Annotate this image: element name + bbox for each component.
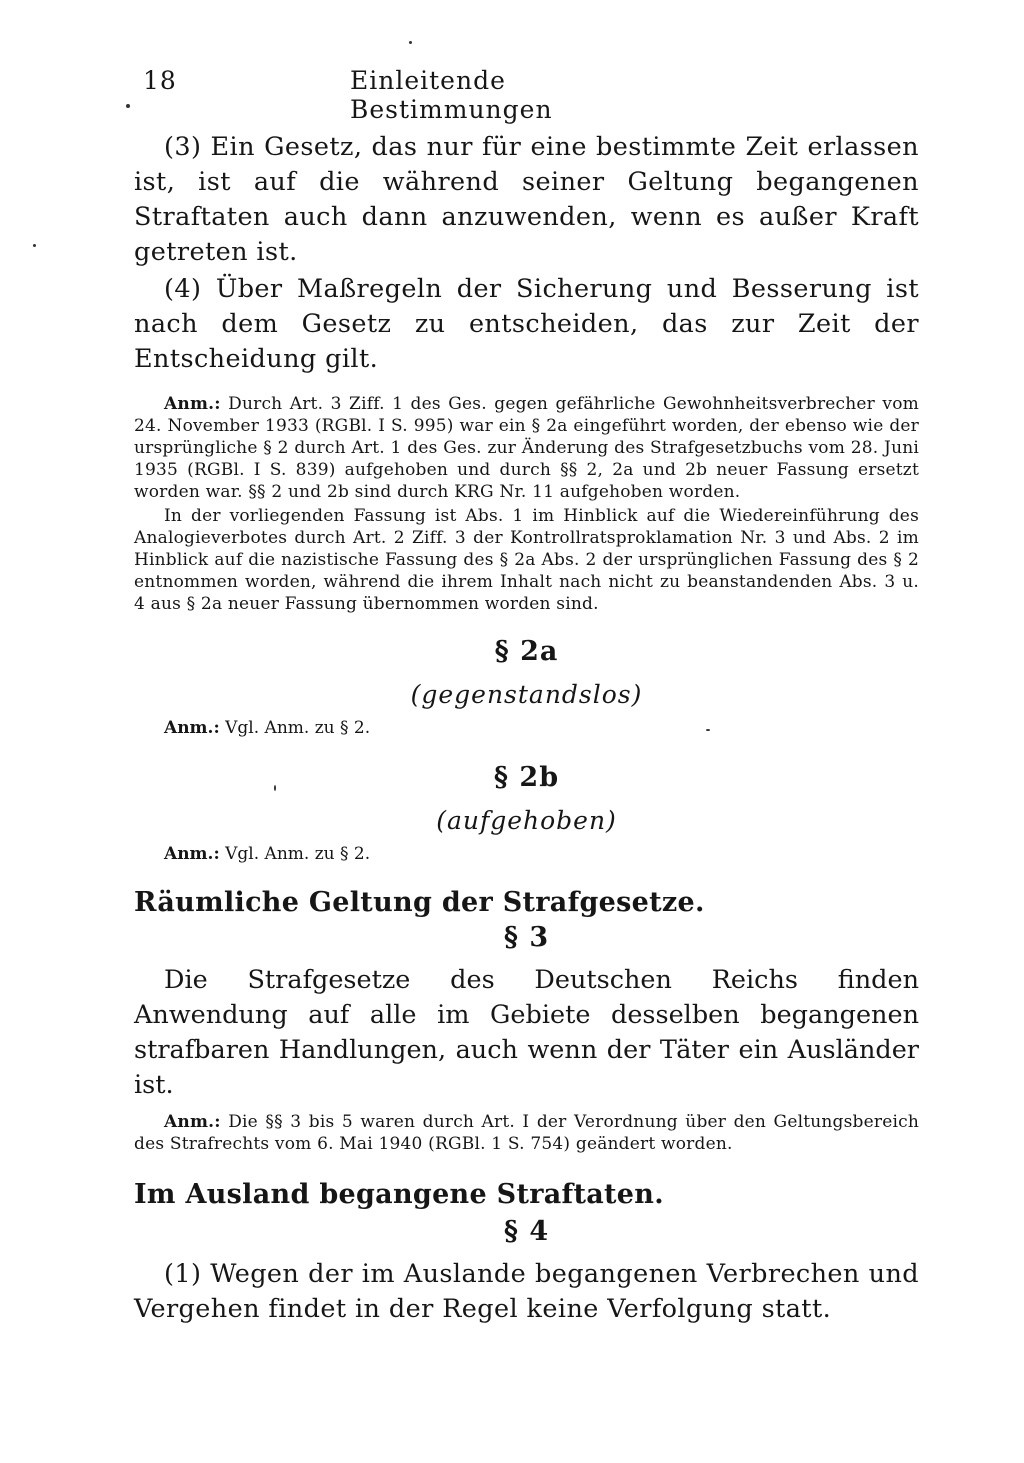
section-3-title: § 3	[503, 922, 550, 953]
page-number: 18	[143, 66, 177, 95]
section-3-paragraph: Die Strafgesetze des Deutschen Reichs finden Anwendung auf alle im Gebiete desselben begangenen strafbaren Handlungen, auch wenn der Täter ein Ausländer ist.	[134, 965, 919, 1100]
margin-speck	[409, 41, 412, 44]
margin-speck	[33, 244, 36, 247]
section-4-paragraph-1: (1) Wegen der im Auslande begangenen Verbrechen und Vergehen findet in der Regel keine Verfolgung statt.	[134, 1259, 919, 1324]
annotation-paragraph	[134, 393, 919, 503]
section-2-paragraph-3: (3) Ein Gesetz, das nur für eine bestimmte Zeit erlassen ist, ist auf die während seiner Geltung begangenen Straftaten auch dann anzuwenden, wenn es außer Kraft getreten ist.	[134, 132, 919, 267]
section-2a-annotation	[134, 717, 919, 739]
running-title: Einleitende Bestimmungen	[350, 66, 553, 124]
chapter-raeumliche-geltung	[134, 885, 919, 1155]
chapter-ausland	[134, 1177, 919, 1327]
section-4-title: § 4	[503, 1216, 550, 1247]
section-3-annotation	[134, 1111, 919, 1155]
page-header	[143, 66, 703, 124]
section-2a-title: § 2a	[494, 636, 559, 667]
section-2b-title: § 2b	[493, 762, 560, 793]
annotation-label: Anm.:	[164, 1112, 221, 1132]
section-2-paragraph-4: (4) Über Maßregeln der Sicherung und Besserung ist nach dem Gesetz zu entscheiden, das zur Zeit der Entscheidung gilt.	[134, 274, 919, 374]
section-2b-subtitle: (aufgehoben)	[436, 806, 617, 835]
chapter-heading: Räumliche Geltung der Strafgesetze.	[134, 887, 705, 918]
section-2b-annotation	[134, 843, 919, 865]
annotation-label: Anm.:	[164, 718, 220, 738]
section-2a	[134, 635, 919, 739]
annotation-text: Durch Art. 3 Ziff. 1 des Ges. gegen gefährliche Gewohnheitsverbrecher vom 24. November 1933 (RGBl. I S. 995) war ein § 2a eingeführt worden, der ebenso wie der ursprüngliche § 2 durch Art. 1 des Ges. zur Änderung des Strafgesetzbuchs vom 28. Juni 1935 (RGBl. I S. 839) aufgehoben und durch §§ 2, 2a und 2b neuer Fassung ersetzt worden war. §§ 2 und 2b sind durch KRG Nr. 11 aufgehoben worden.	[134, 394, 919, 502]
annotation-text: Vgl. Anm. zu § 2.	[219, 718, 371, 738]
margin-speck	[126, 104, 130, 108]
section-2b	[134, 761, 919, 865]
annotation-text: Die §§ 3 bis 5 waren durch Art. I der Verordnung über den Geltungsbereich des Strafrechts vom 6. Mai 1940 (RGBl. 1 S. 754) geändert worden.	[134, 1112, 919, 1154]
page-body	[134, 130, 919, 1327]
annotation-label: Anm.:	[164, 844, 220, 864]
annotation-label: Anm.:	[164, 394, 221, 414]
section-2-annotation	[134, 393, 919, 615]
section-2a-subtitle: (gegenstandslos)	[410, 680, 643, 709]
chapter-heading: Im Ausland begangene Straftaten.	[134, 1179, 664, 1210]
annotation-paragraph-2: In der vorliegenden Fassung ist Abs. 1 im Hinblick auf die Wiedereinführung des Analogieverbotes durch Art. 2 Ziff. 3 der Kontrollratsproklamation Nr. 3 und Abs. 2 im Hinblick auf die nazistische Fassung des § 2a Abs. 2 der ursprünglichen Fassung des § 2 entnommen worden, während die ihrem Inhalt nach nicht zu beanstandenden Abs. 3 u. 4 aus § 2a neuer Fassung übernommen worden sind.	[134, 506, 919, 614]
annotation-text: Vgl. Anm. zu § 2.	[219, 844, 371, 864]
